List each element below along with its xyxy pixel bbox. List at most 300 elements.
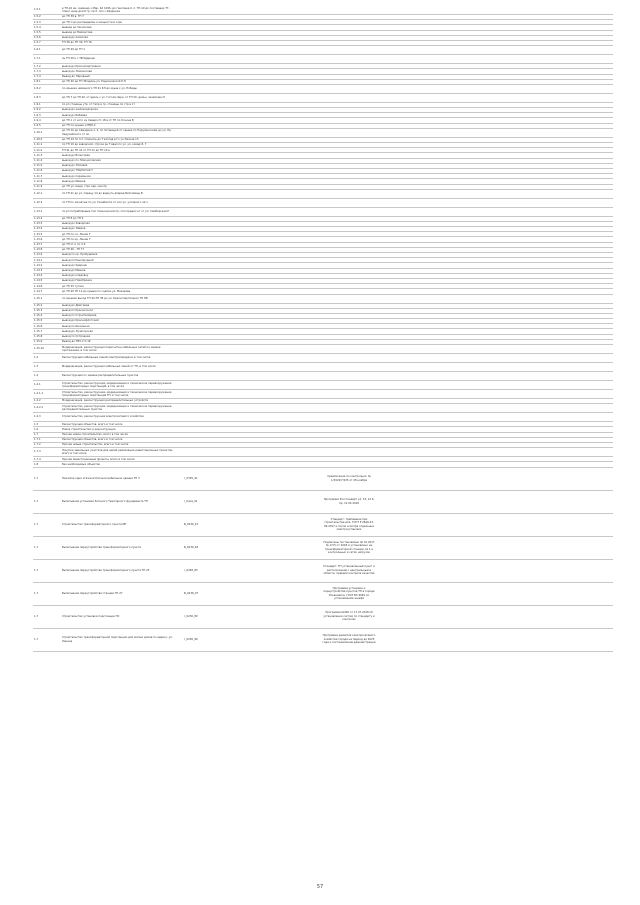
table-cell: вывод до Новобрянка [61,278,175,283]
table-cell [291,207,321,216]
table-cell: до ТП Ч до распределен и мощности в ссрв [61,20,175,25]
table-cell [512,207,546,216]
table-cell [546,55,580,64]
table-cell [579,467,613,490]
table-cell [411,559,445,582]
table-cell: до ТП 49 до ТП 1 [61,46,175,55]
table-cell [579,84,613,93]
table-cell: вывод по Строителярова [61,313,175,318]
table-cell [237,46,291,55]
table-cell [377,467,411,490]
table-cell: 1.11.8 [33,179,61,184]
table-cell [411,55,445,64]
table-cell [291,490,321,513]
table-cell [237,413,291,422]
table-cell [444,467,478,490]
table-cell: 1.4 [33,372,61,381]
table-cell: в ТП-10 кв. семинар-ч Мар. Кл 1006, до генплана б. п. ТП-10 до поставщик ТГ-плинг ннер для б гр. пр б. пол с-Ударника [61,6,175,15]
table-cell: 1.7 [33,605,61,628]
table-cell [237,189,291,198]
table-cell: 1.11.7 [33,174,61,179]
table-cell [444,363,478,372]
table-cell [478,559,512,582]
table-cell [411,448,445,457]
table-cell [579,448,613,457]
table-cell: вываод до Мамонтова [61,30,175,35]
table-cell [321,128,377,137]
table-cell [444,513,478,536]
table-cell [512,93,546,102]
table-cell [175,6,207,15]
table-cell [207,55,237,64]
table-cell: до ТП от и по 3-5 [61,242,175,247]
table-cell [444,559,478,582]
table-row [33,128,613,137]
table-cell: 1.7.4 [33,457,61,462]
table-row [33,381,613,390]
table-cell: Прочее новое строительство, всего в том числе [61,432,175,437]
table-cell [579,345,613,354]
table-cell [512,381,546,390]
table-cell: 1.7.2 [33,64,61,69]
table-cell: вывод до Лучегорская [61,329,175,334]
table-cell [411,93,445,102]
table-cell [321,189,377,198]
table-cell [377,559,411,582]
table-cell [321,345,377,354]
table-cell [175,189,207,198]
table-cell: до ТП 19 по тот отвечать до Т взгляд в Го ул.Лесная 13 [61,137,175,142]
table-cell [579,413,613,422]
table-cell: до ТП 40 ТП 12 до крыша по сцепки ул. Макарова [61,289,175,294]
table-cell [512,559,546,582]
table-cell: N_0236_67 [175,513,207,536]
table-cell [377,55,411,64]
table-cell: Нежилое одно этажное блочное мобильное здание ТП 3 [61,467,175,490]
table-cell: 1.12.1 [33,189,61,198]
table-cell: 1.12.2 [33,198,61,207]
table-cell: вывод по Краснооскол [61,308,175,313]
table-cell [512,605,546,628]
table-cell [478,46,512,55]
table-cell: 1.5 [33,422,61,427]
table-cell [478,605,512,628]
table-cell [579,381,613,390]
table-cell [546,467,580,490]
table-cell [411,128,445,137]
table-cell: 1.7.2 [33,442,61,447]
table-cell [291,605,321,628]
table-cell [237,467,291,490]
table-cell [377,404,411,413]
table-cell [411,189,445,198]
table-cell: 1.15.6 [33,324,61,329]
table-cell [377,605,411,628]
table-cell [175,55,207,64]
table-cell [546,404,580,413]
table-cell [207,513,237,536]
table-cell [444,294,478,303]
table-cell: Новое строительство и реконструкция [61,427,175,432]
page-number: 57 [316,884,324,890]
table-cell: 1.13.2 [33,216,61,221]
table-cell: Строительство установки подстанции ПС [61,605,175,628]
table-cell [175,207,207,216]
table-cell: по ТП по заснятые по ул. Ученбюлол от кол ул. условного 14 о [61,198,175,207]
table-cell [207,189,237,198]
table-cell [579,390,613,399]
table-cell [512,628,546,651]
table-cell [478,55,512,64]
table-cell [512,354,546,363]
table-cell [237,207,291,216]
table-cell: по крышке немецкого ТП 41 КЛ до крыш к ул. Победы [61,84,175,93]
table-cell: 1.4.1 [33,381,61,390]
table-cell [377,345,411,354]
table-cell [411,363,445,372]
table-cell [478,372,512,381]
table-cell [478,490,512,513]
table-body [33,6,613,651]
table-cell: вывод до Лавров [61,227,175,232]
table-cell: вывод до кладовку [61,273,175,278]
table-cell [411,372,445,381]
table-cell [411,390,445,399]
table-cell [321,448,377,457]
table-cell [512,536,546,559]
table-cell [478,6,512,15]
table-cell: Программа развития электросетевого хозяйства города на период до 2025 года и постановление администрации [321,628,377,651]
table-cell [579,55,613,64]
table-cell: вывод до Ломовая [61,163,175,168]
table-cell [478,354,512,363]
table-cell [512,582,546,605]
table-cell: до ТП 40 до ТП 38 вдоль ул. Родионовской Р-Н [61,79,175,84]
table-cell: 1.15.5 [33,319,61,324]
table-cell: по крышке выход ТП 40-ТП 38 до ул. Краснопартизанск ТП ПБ [61,294,175,303]
table-cell [175,413,207,422]
table-cell [478,381,512,390]
table-cell: ль ТП 40 и с ТВ-Ударник [61,55,175,64]
table-cell [512,55,546,64]
table-cell: 1.13.1 [33,207,61,216]
table-cell: 1.15.1 [33,294,61,303]
table-cell [546,536,580,559]
table-cell [207,448,237,457]
table-cell [512,467,546,490]
table-cell [175,46,207,55]
table-cell: 1.7 [33,628,61,651]
table-cell: 1.8 [33,462,61,467]
table-cell: вывод до Заводская [61,221,175,226]
table-cell [546,84,580,93]
table-cell: Реконструкция кабельных линий электропередачи, в том числе [61,354,175,363]
table-cell: 1.8.1 [33,79,61,84]
table-cell [478,413,512,422]
table-cell [321,93,377,102]
table-cell: 1.6 [33,427,61,432]
table-cell [579,294,613,303]
table-cell [207,559,237,582]
table-cell: 1.10.1 [33,128,61,137]
table-cell: 1.8.2 [33,84,61,93]
table-cell: 1.7 [33,513,61,536]
table-cell [411,198,445,207]
table-row [33,490,613,513]
table-cell [512,198,546,207]
table-cell [512,513,546,536]
table-cell: Вывод до Народный [61,74,175,79]
table-cell: вывод до Ударник [61,263,175,268]
table-cell [321,390,377,399]
table-cell: I_0248_85 [175,559,207,582]
table-cell [444,198,478,207]
table-cell [546,354,580,363]
table-row [33,628,613,651]
table-row [33,363,613,372]
table-cell: 1.11.9 [33,184,61,189]
table-cell [546,93,580,102]
table-cell [237,198,291,207]
table-cell [512,128,546,137]
table-cell: N_0236_65 [175,536,207,559]
table-cell: 1.7.3 [33,448,61,457]
table-row [33,84,613,93]
table-cell: I_0236_96 [175,628,207,651]
table-cell [207,404,237,413]
table-row [33,354,613,363]
table-cell: вываод до Чеснокова [61,25,175,30]
table-row [33,6,613,15]
table-cell: до ТП по кр. Линии Т [61,237,175,242]
table-cell [512,84,546,93]
table-cell: Подписаны постановлени об 01.2017 № 17с5 от 2018 и установлено на трансформаторной станции, № 1 и контрольных и сетях нагрузок [321,536,377,559]
table-cell [237,372,291,381]
table-cell [579,404,613,413]
table-cell [175,198,207,207]
table-cell: ТП 41 до ТП 41 от ТП 12 до ТП 10 в [61,148,175,153]
table-cell: Стандарт: ТП установленный пункт и расположения с центральным в области, правила контроля качества [321,559,377,582]
table-cell [444,84,478,93]
table-cell [478,363,512,372]
table-cell: 1.13.6 [33,237,61,242]
table-cell: 1.14.2 [33,263,61,268]
table-cell [321,207,377,216]
table-cell [444,372,478,381]
table-cell: 1.13.9 [33,253,61,258]
table-cell [175,372,207,381]
table-cell [377,413,411,422]
table-cell [207,354,237,363]
table-cell [291,413,321,422]
table-cell: 1.7.4 [33,74,61,79]
table-cell [512,6,546,15]
table-row [33,413,613,422]
table-cell: 1.5.3 [33,20,61,25]
table-cell [207,628,237,651]
table-cell: 1.14.6 [33,284,61,289]
table-cell [411,605,445,628]
table-cell [478,294,512,303]
table-cell [291,84,321,93]
table-cell [237,55,291,64]
table-cell: Модернизация, реконструкция пересчитан кабельных сетей по замене протяжения, в том числе [61,345,175,354]
table-cell [546,363,580,372]
table-cell: по рп станицы утр. от тепр в гр. станицы по стр в хт [61,102,175,107]
table-cell: 1.5.5 [33,30,61,35]
table-cell [478,93,512,102]
table-cell [411,490,445,513]
table-cell: 1.15.8 [33,334,61,339]
table-cell: 1.7 [33,467,61,490]
table-cell [291,55,321,64]
table-cell [207,207,237,216]
table-cell [377,207,411,216]
table-cell: вывод до по Ломоносовская [61,158,175,163]
table-cell: 1.13.4 [33,227,61,232]
table-cell [237,84,291,93]
table-cell [478,628,512,651]
table-cell: 1.14.5 [33,278,61,283]
table-cell [512,448,546,457]
table-cell: до ТП по крыше и ПВЛ-2 [61,123,175,128]
table-row [33,294,613,303]
table-cell: 1.9.5 [33,123,61,128]
table-cell [579,605,613,628]
investment-program-table [33,6,613,652]
table-cell: 1.7 [33,490,61,513]
table-cell: 1.6.1 [33,46,61,55]
table-cell [291,582,321,605]
table-cell [175,93,207,102]
table-cell [579,354,613,363]
table-cell [444,207,478,216]
table-cell [321,55,377,64]
table-cell [579,559,613,582]
table-cell: Выполнение переустройства станции ТП 27 [61,582,175,605]
table-cell: вывод до Краснофлотский [61,319,175,324]
table-cell: до ТП 46 - ТП 77 [61,247,175,252]
table-cell: Строительство трансформаторной подстанции для жилых домов по адресу: ул. Ленина [61,628,175,651]
table-cell [444,93,478,102]
table-cell [377,93,411,102]
table-row [33,93,613,102]
table-cell [377,448,411,457]
table-row [33,467,613,490]
table-cell [207,490,237,513]
table-cell: 1.4.2.1 [33,404,61,413]
table-cell [478,345,512,354]
table-cell [291,381,321,390]
table-cell [321,413,377,422]
table-cell: 1.11.3 [33,153,61,158]
table-cell [377,390,411,399]
table-cell: N_0236_07 [175,582,207,605]
table-cell [411,404,445,413]
table-cell [237,93,291,102]
table-cell [444,6,478,15]
table-cell [237,345,291,354]
table-cell [207,372,237,381]
table-row [33,198,613,207]
table-cell: 1.7.3 [33,69,61,74]
table-cell: до ТП 7 до ТП 20, от вдоль с ул. Гоголя-Черн, от ТП 20, дальн. заземлено Р [61,93,175,102]
table-cell [291,354,321,363]
table-cell [478,536,512,559]
table-cell: 1.5.2 [33,15,61,20]
table-cell [321,84,377,93]
table-cell [291,128,321,137]
table-cell [444,448,478,457]
table-cell [237,490,291,513]
table-cell [512,404,546,413]
table-cell [237,605,291,628]
table-cell [579,490,613,513]
table-cell [237,536,291,559]
table-row [33,46,613,55]
table-row [33,404,613,413]
table-cell [321,363,377,372]
table-cell: Строительство, реконструкция, модернизация и техническое перевооружение трансформаторных подстанций ТП, в том числе [61,390,175,399]
table-row [33,390,613,399]
table-cell: Без необходимых объектов [61,462,175,467]
table-cell: 1.9.4 [33,118,61,123]
table-cell: до ТП 1 от кого ну Северо-Н. 18 в от ТП по Кочина В [61,118,175,123]
table-cell: вывод до Иванов [61,179,175,184]
table-cell [175,390,207,399]
table-cell [237,128,291,137]
table-cell [377,490,411,513]
table-cell [377,128,411,137]
table-cell: 1.5.7 [33,40,61,45]
table-cell [411,536,445,559]
table-cell [411,6,445,15]
table-cell [291,467,321,490]
table-cell [291,363,321,372]
table-cell: до ТП по сн. Линии Т [61,232,175,237]
table-cell [411,294,445,303]
table-cell [291,448,321,457]
table-cell: вывод до Дмитриев [61,303,175,308]
table-cell [579,363,613,372]
table-cell [478,198,512,207]
table-cell [546,628,580,651]
table-cell: 1.7 [33,536,61,559]
table-cell [237,404,291,413]
table-cell [546,490,580,513]
table-cell [478,582,512,605]
table-cell: Стандарт: требования при строительстве для, ГОСТ Р 2640-23, 09-2017 и после осмотра отдельных электроустановок [321,513,377,536]
table-cell: Программа №456 от 17.07.2018 об установлении систем по стандарту и контролю [321,605,377,628]
table-cell: вывод до Ломоносова [61,69,175,74]
table-cell [291,372,321,381]
table-cell [546,381,580,390]
table-cell: по ТП 10 до заводской. строча рн Т ввел по ул. ул. номер 8, 7 [61,143,175,148]
table-cell [291,189,321,198]
table-cell: 1.14.1 [33,258,61,263]
table-cell [291,6,321,15]
table-cell [207,536,237,559]
table-cell [377,628,411,651]
table-cell: вывод до Бабаева [61,113,175,118]
table-cell [207,605,237,628]
table-cell [207,294,237,303]
table-cell: Реконструкция объектов, всего в том числе [61,437,175,442]
table-cell [207,390,237,399]
table-cell [546,582,580,605]
table-cell [579,6,613,15]
table-cell [546,207,580,216]
